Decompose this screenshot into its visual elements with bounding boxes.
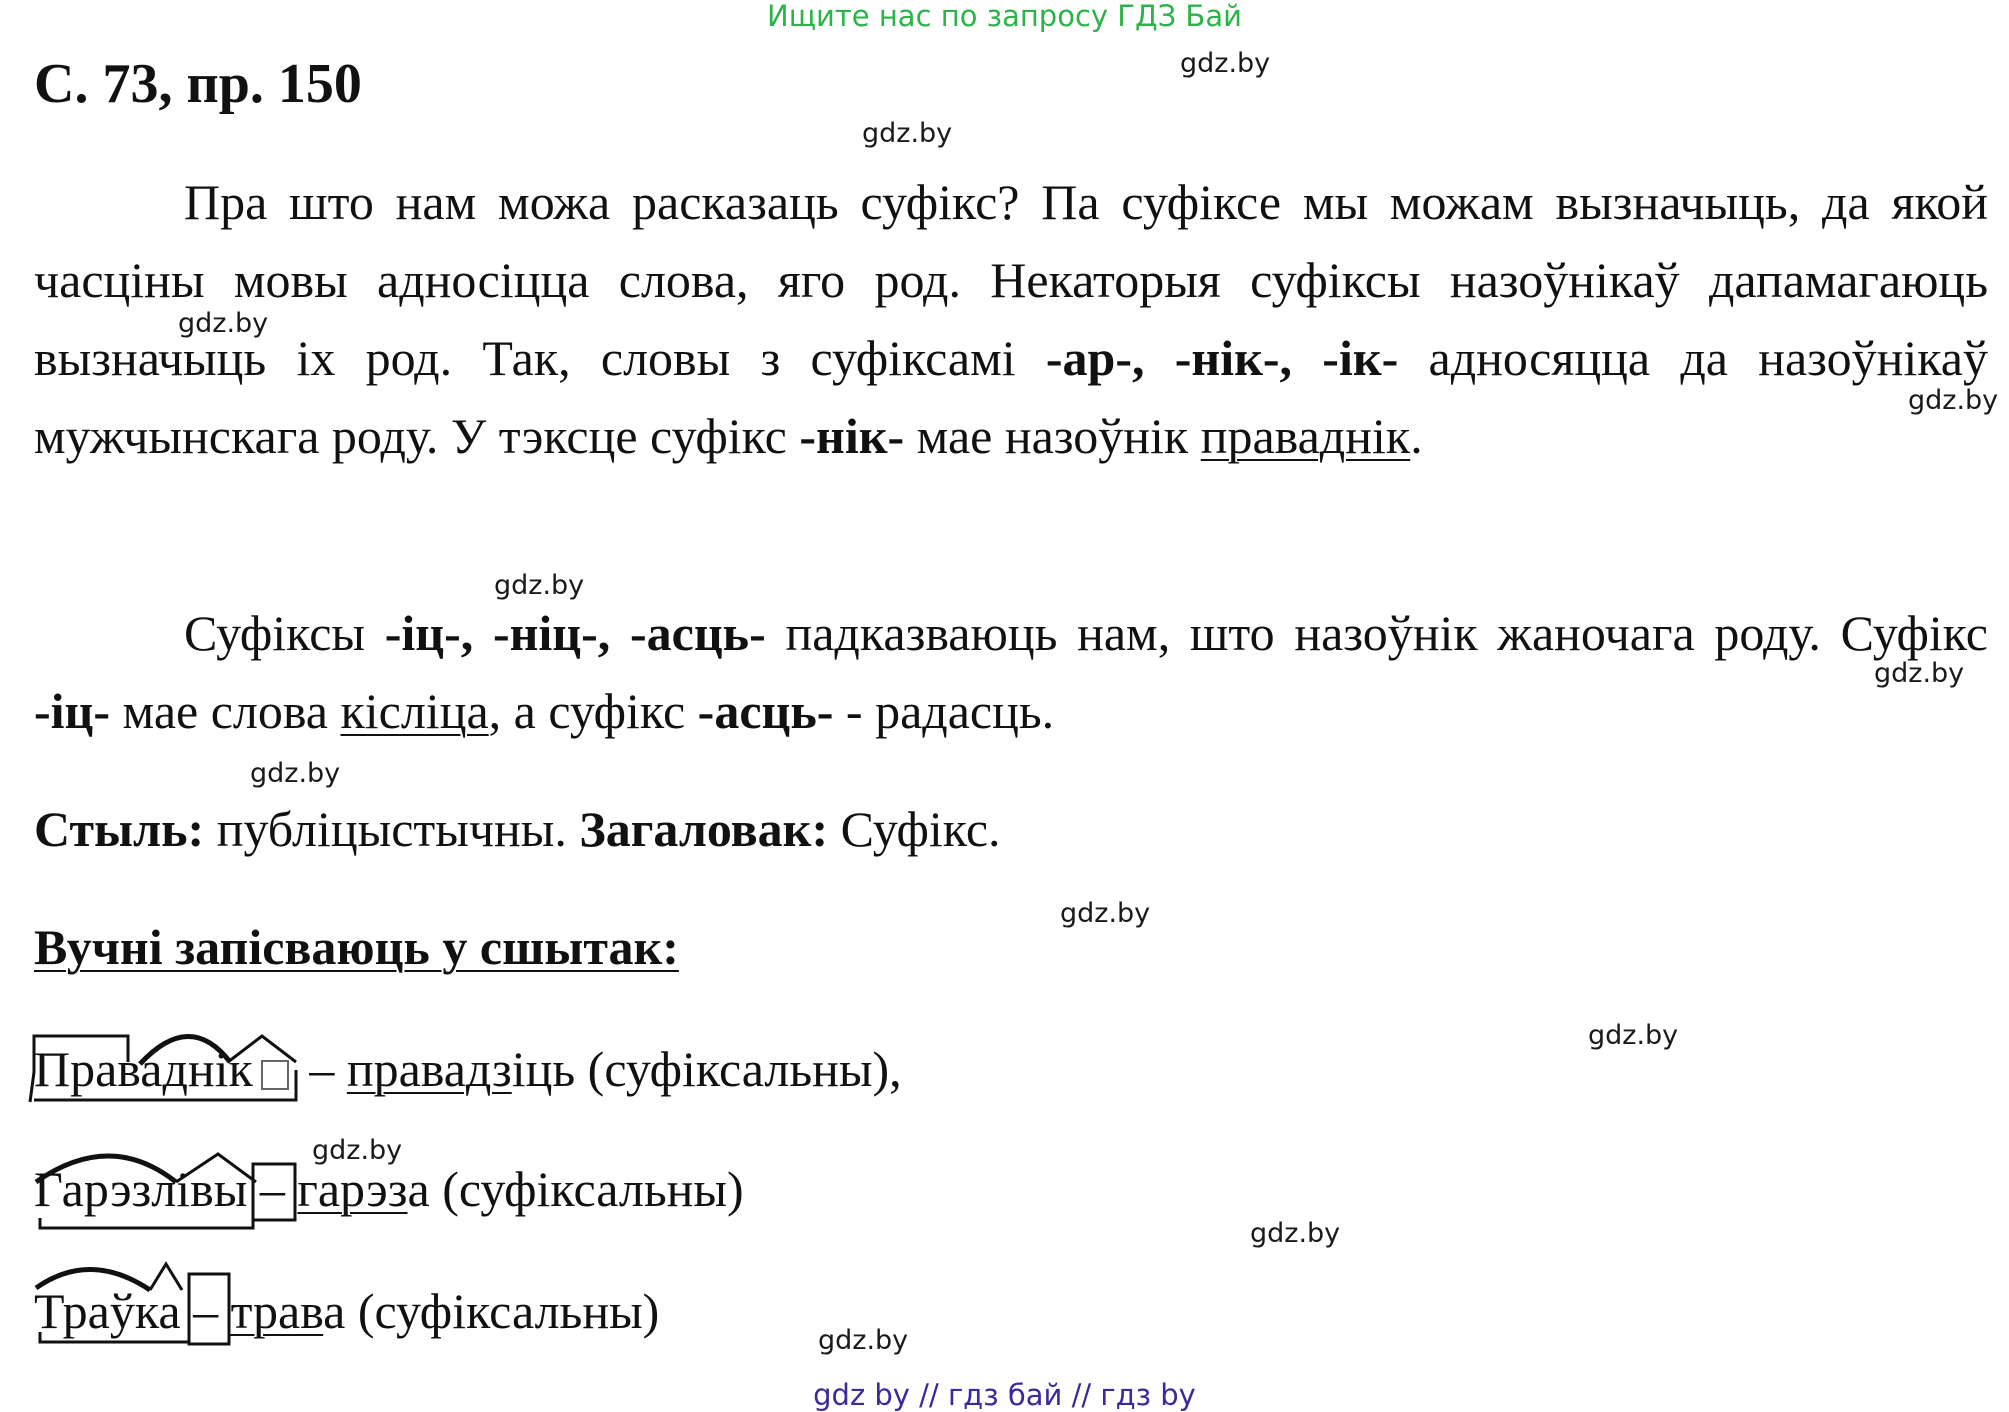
notebook-title: Вучні запісваюць у сшытак: (34, 919, 679, 975)
example-word-kislitsa: кісліца (340, 683, 489, 739)
style-line: Стыль: публіцыстычны. Загаловак: Суфікс. (34, 801, 1001, 857)
watermark: gdz.by (250, 758, 341, 789)
analyzed-word: Гарэзлівы (34, 1161, 248, 1217)
suffix-list-masculine: -ар-, -нік-, -ік- (1045, 330, 1399, 386)
watermark: gdz.by (862, 118, 953, 149)
watermark: gdz.by (1180, 48, 1271, 79)
suffix-asts: -асць- (697, 683, 834, 739)
top-banner: Ищите нас по запросу ГДЗ Бай (767, 0, 1242, 33)
suffix-nik: -нік- (799, 408, 905, 464)
watermark: gdz.by (1250, 1218, 1341, 1249)
watermark: gdz.by (494, 570, 585, 601)
analyzed-word: Праваднік (34, 1041, 253, 1097)
paragraph-1: Пра што нам можа расказаць суфікс? Па суфіксе мы можам вызначыць, да якой часціны мовы адносіцца слова, яго род. Некаторыя суфіксы назоўнікаў дапамагаюць вызначыць іх род. Так, словы з суфіксамі -ар-, -нік-, -ік- адносяцца да назоўнікаў мужчынскага роду. У тэксце суфікс -нік- мае назоўнік праваднік. (34, 174, 1988, 464)
suffix-list-feminine: -іц-, -ніц-, -асць- (384, 605, 766, 661)
suffix-its: -іц- (34, 683, 111, 739)
watermark: gdz.by (1588, 1020, 1679, 1051)
footer-links[interactable]: gdz by // гдз бай // гдз by (813, 1378, 1196, 1412)
watermark: gdz.by (1060, 898, 1151, 929)
watermark: gdz.by (312, 1135, 403, 1166)
page-title: С. 73, пр. 150 (34, 53, 362, 115)
watermark: gdz.by (1874, 658, 1965, 689)
word-analysis-row-1: Праваднік – правадзіць (суфіксальны), (34, 1041, 902, 1097)
analyzed-word: Траўка (34, 1283, 181, 1339)
watermark: gdz.by (178, 308, 269, 339)
ending-box (261, 1060, 289, 1090)
word-analysis-row-3: Траўка – трава (суфіксальны) (34, 1283, 660, 1339)
watermark: gdz.by (818, 1325, 909, 1356)
watermark: gdz.by (1908, 385, 1999, 416)
word-analysis-row-2: Гарэзлівы – гарэза (суфіксальны) (34, 1161, 744, 1217)
stem-bracket (40, 1218, 253, 1228)
example-word-pravadnik: праваднік (1200, 408, 1411, 464)
paragraph-2: Суфіксы -іц-, -ніц-, -асць- падказваюць нам, што назоўнік жаночага роду. Суфікс -іц- мае слова кісліца, а суфікс -асць- - радасць. (34, 605, 1988, 739)
